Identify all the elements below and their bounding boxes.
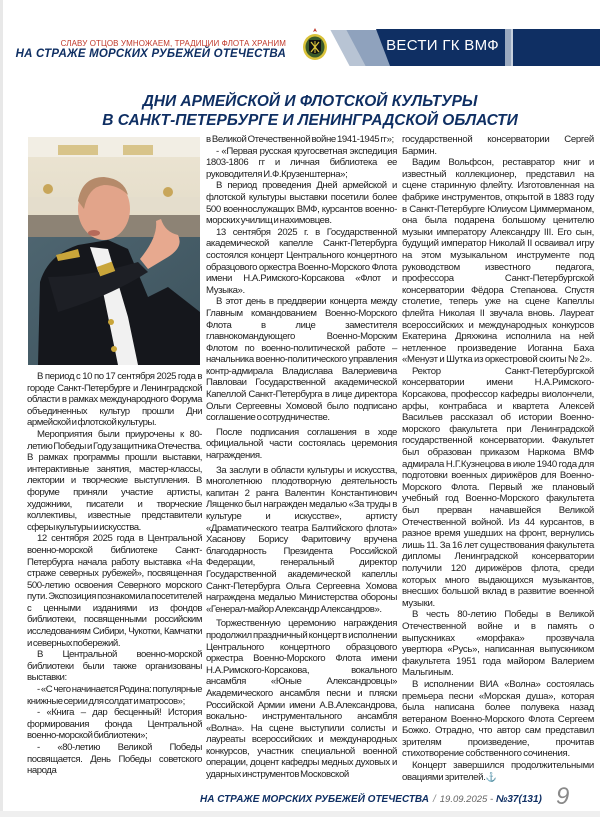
paragraph: В честь 80-летию Победы в Великой Отечественной войне и в память о выпускниках «морфака» прозвучала увертюра «Русь», написанная выпускником факультета 1951 года майором Валерием Мальгиным. [402,609,594,679]
section-banner-label: ВЕСТИ ГК ВМФ [386,37,499,54]
paragraph: В этот день в преддверии концерта между Главным командованием Военно-Морского Флота в лице заместителя главнокомандующего Военно-Морским Флотом по военно-политической работе – начальника военно-политического управления контр-адмирала Владислава Валериевича Павловаи Государственной академической Капеллой Санкт-Петербурга в лице директора Ольги Сергеевны Хомовой было подписано соглашение о сотрудничестве. [206,296,397,424]
page-edge [0,811,600,817]
paragraph: - «Книга – дар бесценный! История формирования фонда Центральной военно-морской библиотеки»; [27,707,202,742]
headline-line: В САНКТ-ПЕТЕРБУРГЕ И ЛЕНИНГРАДСКОЙ ОБЛАСТИ [102,112,518,129]
footer-separator: / [432,794,436,805]
paragraph: Вадим Вольфсон, реставратор книг и известный коллекционер, представил на сцене старинную флейту. Изготовленная на фабрике инструментов, открытой в 1883 году в Санкт-Петербурге Юлиусом Циммерманом, она была подарена большому ценителю музыки императору Александру III. Его сын, будущий император Николай II осваивал игру на этом музыкальном инструменте под руководством известного педагога, профессора Санкт-Петербургской консерватории Фёдора Степанова. Спустя столетие, теперь уже на сцене Капеллы флейта Николая II звучала вновь. Лауреат всероссийских и международных конкурсов Екатерина Дряхжина исполнила на ней нетленное произведение Иоганна Баха «Менуэт и Шутка из оркестровой сюиты № 2». [402,157,594,366]
headline-line: ДНИ АРМЕЙСКОЙ И ФЛОТСКОЙ КУЛЬТУРЫ [142,93,478,110]
footer-publication-title: НА СТРАЖЕ МОРСКИХ РУБЕЖЕЙ ОТЕЧЕСТВА [200,794,429,805]
paragraph: - «Первая русская кругосветная экспедиция 1803-1806 гг и личная библиотека ее руководителя И.Ф.Крузенштерна»; [206,145,397,180]
footer-date: 19.09.2025 - [439,794,494,805]
paragraph: государственной консерватории Сергей Бармин. [402,134,594,157]
paragraph: В период с 10 по 17 сентября 2025 года в городе Санкт-Петербурге и Ленинградской области в рамках международного Форума объединенных культур прошли Дни армейской и флотской культуры. [27,371,202,429]
paragraph: После подписания соглашения в ходе официальной части состоялась церемония награждения. [206,426,397,462]
article-column-1 [27,371,202,777]
paragraph: - «С чего начинается Родина: популярные книжные серии для солдат и матросов»; [27,684,202,707]
page-number: 9 [556,783,570,810]
paragraph: в Великой Отечественной войне 1941-1945 гг»; [206,134,394,145]
footer-issue-number: №37(131) [495,794,542,805]
anchor-icon: ⚓ [485,771,497,782]
paragraph: В Центральной военно-морской библиотеки были также организованы выставки: [27,649,202,684]
paragraph: В исполнении ВИА «Волна» состоялась премьера песни «Морская душа», которая была написана более полувека назад ветераном Военно-Морского Флота Сергеем Божко. Отрадно, что автор сам представил зрителям произведение, прочитав стихотворение собственного сочинения. [402,678,594,760]
header-publication-title: НА СТРАЖЕ МОРСКИХ РУБЕЖЕЙ ОТЕЧЕСТВА [15,48,286,60]
page-edge [0,0,3,817]
header-motto: СЛАВУ ОТЦОВ УМНОЖАЕМ, ТРАДИЦИИ ФЛОТА ХРАНИМ [60,39,286,48]
paragraph: 13 сентября 2025 г. в Государственной академической капелле Санкт-Петербурга состоялся концерт Центрального концертного образцового оркестра Военно-Морского Флота имени Н.А.Римского-Корсакова «Флот и Музыка». [206,226,397,296]
paragraph: - «80-летию Великой Победы посвящается. День Победы советского народа [27,742,202,777]
paragraph: Мероприятия были приурочены к 80-летию Победы и Году защитника Отечества. В рамках программы прошли выставки, интерактивные занятия, мастер-классы, лектории и творческие выступления. В форуме приняли участие артисты, художники, писатели и творческие коллективы, известные представители сферы культуры и искусства. [27,428,202,533]
article-headline [100,92,520,130]
conductor-photo [28,137,200,365]
banner-stripe [511,29,513,66]
paragraph: Торжественную церемонию награждения продолжил праздничный концерт в исполнении Центрального концертного образцового оркестра Военно-Морского Флота имени Н.А.Римского-Корсакова, вокального ансамбля «Юные Александровцы» Академического ансамбля песни и пляски Российской Армии имени А.В.Александрова, вокально- инструментального ансамбля «Волна». На сцене выступили солисты и лауреаты всероссийских и международных конкурсов, участник специальной военной операции, доцент кафедры медных духовых и ударных инструментов Московской [206,618,397,781]
paragraph: В период проведения Дней армейской и флотской культуры выставки посетили более 500 военнослужащих ВМФ, курсантов военно-морских училищ и нахимовцев. [206,180,397,227]
conductor-photo-image [28,137,200,365]
paragraph [402,760,594,783]
article-column-3 [402,134,594,783]
paragraph: Ректор Санкт-Петербургской консерватории имени Н.А.Римского-Корсакова, профессор кафедры виолончели, арфы, контрабаса и квартета Алексей Васильев рассказал об истории Военно-морского факультета при Ленинградской государственной консерватории. Факультет был образован приказом Наркома ВМФ адмирала Н.Г.Кузнецова в июле 1940 года для подготовки военных дирижёров для Военно-Морского Флота. Первый же плановый учебный год Военно-Морского факультета был прерван начавшейся Великой Отечественной войной. Из 44 курсантов, в разное время ушедших на фронт, вернулись лишь 11. За 16 лет существования факультета дипломы Ленинградской консерватории получили 120 дирижёров флота, среди которых много выдающихся музыкантов, внесших большой вклад в развитие военной музыки. [402,365,594,609]
paragraph: За заслуги в области культуры и искусства, многолетнюю плодотворную деятельность капитан 2 ранга Валентин Константинович Лященко был награжден медалью «За труды в культуре и искусстве», артисту «Драматического театра Балтийского флота» Хасанову Борису Фаритовичу вручена благодарность Президента Российской Федерации, генеральный директор Государственной академической капеллы Санкт-Петербурга Ольга Сергеевна Хомова награждена медалью Министерства обороны «Генерал-майор Александр Александров». [206,464,397,615]
navy-emblem-icon [302,27,328,61]
closing-sentence: Концерт завершился продолжительными овациями зрителей. [402,760,594,783]
article-column-2 [206,134,397,781]
paragraph: 12 сентября 2025 года в Центральной военно-морской библиотеке Санкт-Петербурга начала работу выставка «На страже северных рубежей», посвященная 500-летию освоения Северного морского пути. Экспозиция познакомила посетителей с ценными изданиями из фондов библиотеки, посвященными российским исследованиям Сибири, Чукотки, Камчатки и северных побережий. [27,533,202,649]
page-footer [200,794,542,805]
